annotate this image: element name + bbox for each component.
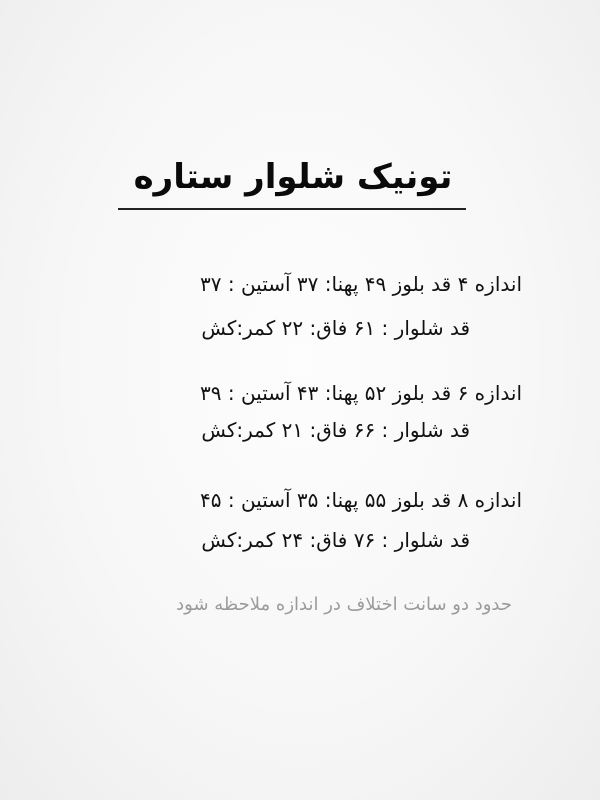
page-title: تونیک شلوار ستاره <box>133 157 453 197</box>
size-8-top-measurements: اندازه ۸ قد بلوز ۵۵ پهنا: ۳۵ آستین : ۴۵ <box>200 488 522 512</box>
size-tolerance-note: حدود دو سانت اختلاف در اندازه ملاحظه شود <box>176 594 512 615</box>
size-6-top-measurements: اندازه ۶ قد بلوز ۵۲ پهنا: ۴۳ آستین : ۳۹ <box>200 381 522 405</box>
size-4-top-measurements: اندازه ۴ قد بلوز ۴۹ پهنا: ۳۷ آستین : ۳۷ <box>200 272 522 296</box>
title-container <box>118 150 468 204</box>
title-underline <box>118 208 466 210</box>
size-6-pants-measurements: قد شلوار : ۶۶ فاق: ۲۱ کمر:کش <box>201 418 470 442</box>
size-4-pants-measurements: قد شلوار : ۶۱ فاق: ۲۲ کمر:کش <box>201 316 470 340</box>
size-8-pants-measurements: قد شلوار : ۷۶ فاق: ۲۴ کمر:کش <box>201 528 470 552</box>
